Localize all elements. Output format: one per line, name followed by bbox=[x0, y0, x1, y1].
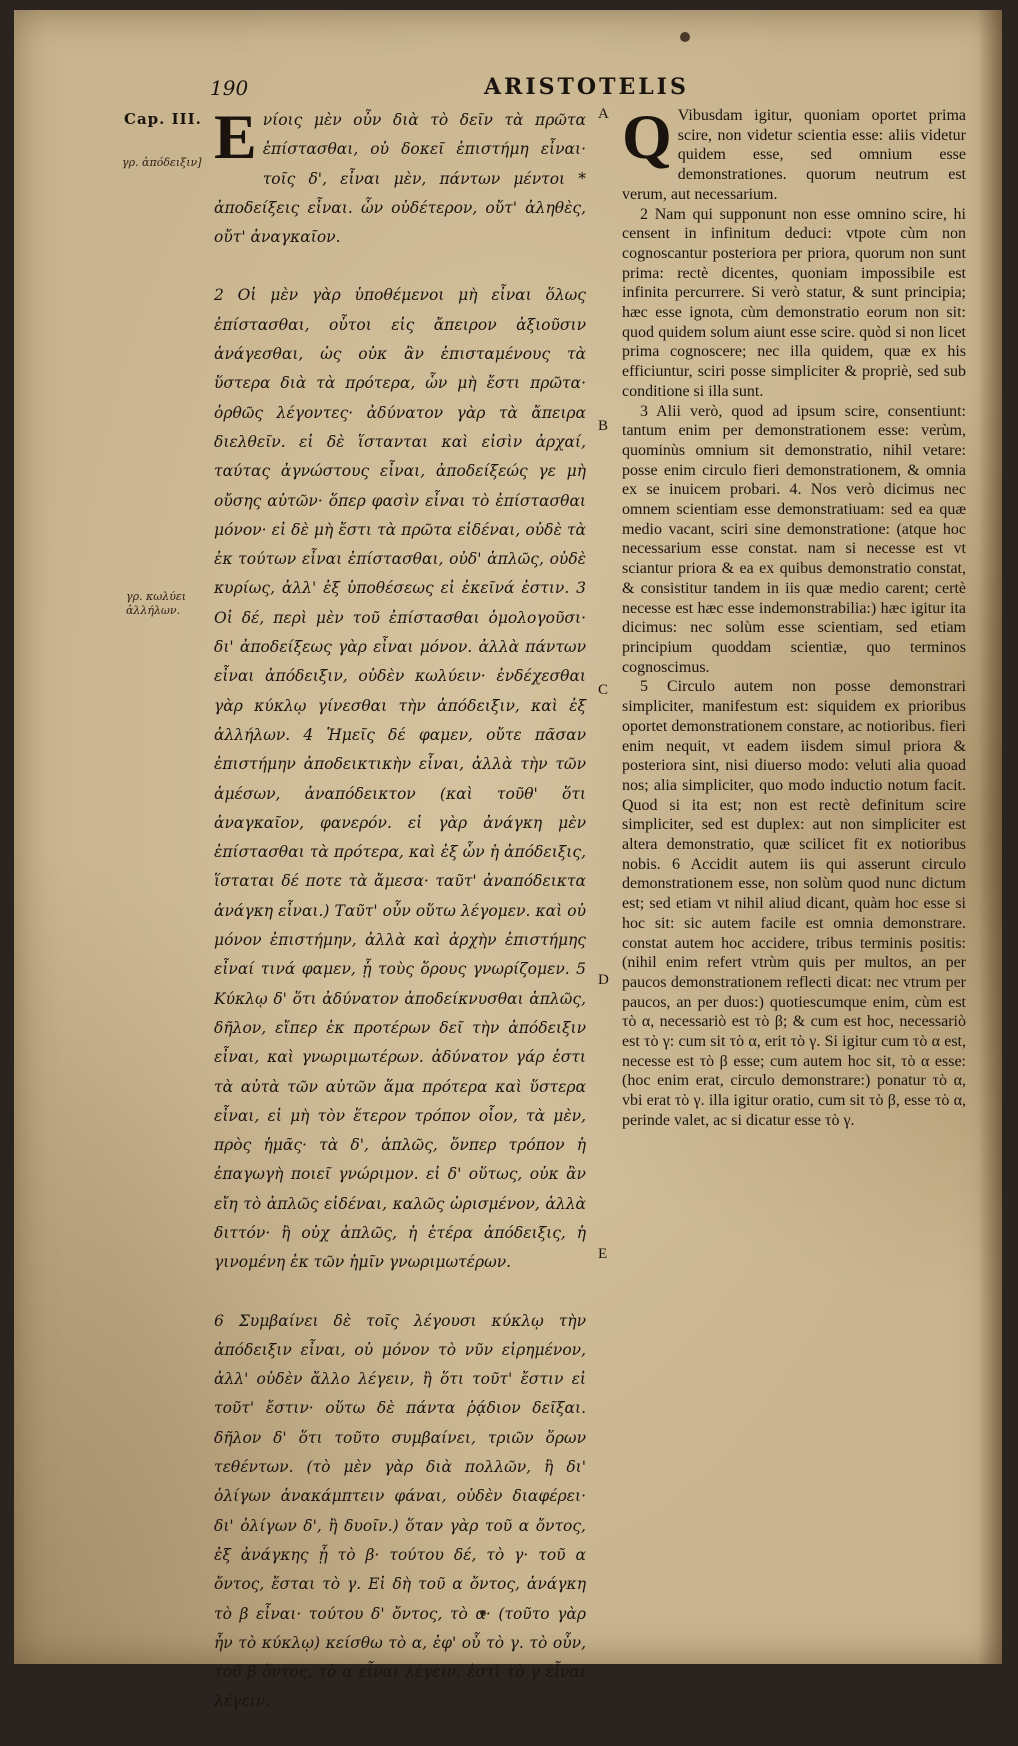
latin-paragraph-1 bbox=[622, 101, 966, 205]
book-page bbox=[14, 10, 1002, 1711]
latin-paragraph-4: 5 Circulo autem non posse demonstrari simpliciter, manifestum est: siquidem ex prioribus oportet demonstrationem constare, ac notioribus. fieri enim nequit, vt eadem iisdem simul priora & posteriora sint, nisi diuerso modo: veluti alia quoad nos; alia simpliciter, quo modo inductio notum facit. Quod si ita est; non est rectè definitum scire simpliciter, sed est duplex: aut non simpliciter est altera demonstratio, quæ scilicet fit ex notioribus nobis. 6 Accidit autem iis qui asserunt circulo demonstrationem esse, non solùm quod nunc dictum est; sed etiam vt nihil aliud dicant, quàm hoc esse si hoc sit: sic autem facile est omnia demonstrare. constat autem hoc accidere, tribus terminis positis: (nihil enim refert vtrùm quis per multos, an per paucos demonstrationem reflecti dicat: nec vtrum per paucos, an per duos:) quotiescumque enim, cùm est τὸ α, necessariò est τὸ β; & cum est hoc, necessariò est τὸ γ: cum sit τὸ α, erit τὸ γ. Si igitur cum τὸ α est, necesse est τὸ β esse; cum autem hoc sit, τὸ α esse: (hoc enim erat, circulo demonstrare:) ponatur τὸ α, vbi erat τὸ γ. illa igitur oratio, cum sit τὸ β, esse τὸ α, perinde valet, ac si dicatur esse τὸ γ. bbox=[622, 678, 966, 1129]
latin-column bbox=[622, 101, 966, 1131]
greek-dropcap: E bbox=[214, 101, 257, 172]
latin-paragraph-2: 2 Nam qui supponunt non esse omnino scire, hi censent in infinitum deduci: vtpote cùm non cognoscantur posteriora per priora, quorum non sunt prima: rectè dicentes, quoniam impossibile est infinita percurrere. Si verò statur, & sunt principia; hæc esse ignota, cùm demonstratio eorum non sit: quod quidem solum aiunt esse scire. quòd si non licet prima cognoscere; nec illa quidem, quæ ex his efficiuntur, sciri posse simpliciter & propriè, sed sub conditione si illa sunt. bbox=[622, 205, 966, 400]
section-letter-e: E bbox=[598, 1246, 608, 1262]
latin-paragraph-1-text: Vibusdam igitur, quoniam oportet prima scire, non videtur scientia esse: aliis videtur quidem esse, sed omnium esse demonstrationes. quorum neutrum est verum, aut necessarium. bbox=[622, 107, 966, 203]
chapter-label: Cap. III. bbox=[124, 110, 202, 128]
page-number: 190 bbox=[210, 76, 249, 100]
greek-column bbox=[214, 101, 586, 1746]
section-letter-b: B bbox=[598, 418, 609, 434]
section-letter-d: D bbox=[598, 972, 609, 988]
running-header bbox=[14, 74, 1002, 108]
margin-note-1: γρ. ἀπόδειξιν] bbox=[122, 156, 202, 169]
section-letter-c: C bbox=[598, 682, 609, 698]
greek-paragraph-3: 6 Συμβαίνει δὲ τοῖς λέγουσι κύκλῳ τὴν ἀπόδειξιν εἶναι, οὐ μόνον τὸ νῦν εἰρημένον, ἀλλ' οὐδὲν ἄλλο λέγειν, ἢ ὅτι τοῦτ' ἔστιν εἰ τοῦτ' ἔστιν· οὕτω δὲ πάντα ῥᾴδιον δεῖξαι. δῆλον δ' ὅτι τοῦτο συμβαίνει, τριῶν ὅρων τεθέντων. (τὸ μὲν γὰρ διὰ πολλῶν, ἢ δι' ὀλίγων ἀνακάμπτειν φάναι, οὐδὲν διαφέρει· δι' ὀλίγων δ', ἢ δυοῖν.) ὅταν γὰρ τοῦ α ὄντος, ἐξ ἀνάγκης ᾖ τὸ β· τούτου δέ, τὸ γ· τοῦ α ὄντος, ἔσται τὸ γ. Εἰ δὴ τοῦ α ὄντος, ἀνάγκη τὸ β εἶναι· τούτου δ' ὄντος, τὸ α· (τοῦτο γὰρ ἦν τὸ κύκλῳ) κείσθω τὸ α, ἐφ' οὗ τὸ γ. τὸ οὖν, τοῦ β ὄντος, τὸ α εἶναι λέγειν, ἐστὶ τὸ γ εἶναι λέγειν. bbox=[214, 1311, 586, 1711]
greek-paragraph-1-text: νίοις μὲν οὖν διὰ τὸ δεῖν τὰ πρῶτα ἐπίστασθαι, οὐ δοκεῖ ἐπιστήμη εἶναι· τοῖς δ', εἶναι μὲν, πάντων μέντοι * ἀποδείξεις εἶναι. ὧν οὐδέτερον, οὔτ' ἀληθὲς, οὔτ' ἀναγκαῖον. bbox=[214, 111, 586, 247]
section-letter-a: A bbox=[598, 106, 609, 122]
latin-dropcap: Q bbox=[622, 101, 672, 172]
greek-paragraph-1 bbox=[214, 101, 586, 252]
paper-hole bbox=[680, 32, 690, 42]
margin-note-2: γρ. κωλύει ἀλλήλων. bbox=[126, 590, 187, 617]
page-edge-shadow bbox=[978, 10, 1002, 1664]
running-title: ARISTOTELIS bbox=[484, 74, 689, 100]
latin-paragraph-3: 3 Alii verò, quod ad ipsum scire, consentiunt: tantum enim per demonstrationem esse: verùm, quominùs omnium sit demonstratio, nihil vetare: posse enim circulo fieri demonstrationem, & omnia ex se inuicem probari. 4. Nos verò dicimus nec omnem scientiam esse demonstratiuam: sed ea quæ medio vacant, sciri sine demonstratione: (atque hoc necessarium esse constat. nam si necesse est vt sciantur priora & ea ex quibus demonstratio constat, & consistitur tandem in iis quæ medio carent; certè necesse est hæc esse indemonstrabilia:) hæc igitur ita dicimus: nec solùm esse scientiam, sed etiam principium quoddam scientiæ, quo terminos cognoscimus. bbox=[622, 402, 966, 676]
greek-paragraph-2: 2 Οἱ μὲν γὰρ ὑποθέμενοι μὴ εἶναι ὅλως ἐπίστασθαι, οὗτοι εἰς ἄπειρον ἀξιοῦσιν ἀνάγεσθαι, ὡς οὐκ ἂν ἐπισταμένους τὰ ὕστερα διὰ τὰ πρότερα, ὧν μὴ ἔστι πρῶτα· ὀρθῶς λέγοντες· ἀδύνατον γὰρ τὰ ἄπειρα διελθεῖν. εἰ δὲ ἵστανται καὶ εἰσὶν ἀρχαί, ταύτας ἀγνώστους εἶναι, ἀποδείξεώς γε μὴ οὔσης αὐτῶν· ὅπερ φασὶν εἶναι τὸ ἐπίστασθαι μόνον· εἰ δὲ μὴ ἔστι τὰ πρῶτα εἰδέναι, οὐδὲ τὰ ἐκ τούτων εἶναι ἐπίστασθαι, οὐδ' ἁπλῶς, οὐδὲ κυρίως, ἀλλ' ἐξ ὑποθέσεως εἰ ἐκεῖνά ἐστιν. 3 Οἱ δέ, περὶ μὲν τοῦ ἐπίστασθαι ὁμολογοῦσι· δι' ἀποδείξεως γὰρ εἶναι μόνον. ἀλλὰ πάντων εἶναι ἀπόδειξιν, οὐδὲν κωλύειν· ἐνδέχεσθαι γὰρ κύκλῳ γίνεσθαι τὴν ἀπόδειξιν, καὶ ἐξ ἀλλήλων. 4 Ἡμεῖς δέ φαμεν, οὔτε πᾶσαν ἐπιστήμην ἀποδεικτικὴν εἶναι, ἀλλὰ τὴν τῶν ἀμέσων, ἀναπόδεικτον (καὶ τοῦθ' ὅτι ἀναγκαῖον, φανερόν. εἰ γὰρ ἀνάγκη μὲν ἐπίστασθαι τὰ πρότερα, καὶ ἐξ ὧν ἡ ἀπόδειξις, ἵσταται δέ ποτε τὰ ἄμεσα· ταῦτ' ἀναπόδεικτα ἀνάγκη εἶναι.) Ταῦτ' οὖν οὕτω λέγομεν. καὶ οὐ μόνον ἐπιστήμην, ἀλλὰ καὶ ἀρχὴν ἐπιστήμης εἶναί τινά φαμεν, ᾗ τοὺς ὅρους γνωρίζομεν. 5 Κύκλῳ δ' ὅτι ἀδύνατον ἀποδείκνυσθαι ἁπλῶς, δῆλον, εἴπερ ἐκ προτέρων δεῖ τὴν ἀπόδειξιν εἶναι, καὶ γνωριμωτέρων. ἀδύνατον γάρ ἐστι τὰ αὐτὰ τῶν αὐτῶν ἅμα πρότερα καὶ ὕστερα εἶναι, εἰ μὴ τὸν ἕτερον τρόπον οἷον, τὰ μὲν, πρὸς ἡμᾶς· τὰ δ', ἁπλῶς, ὅνπερ τρόπον ἡ ἐπαγωγὴ ποιεῖ γνώριμον. εἰ δ' οὕτως, οὐκ ἂν εἴη τὸ ἁπλῶς εἰδέναι, καλῶς ὡρισμένον, ἀλλὰ διττόν· ἢ οὐχ ἁπλῶς, ἡ ἑτέρα ἀπόδειξις, ἡ γινομένη ἐκ τῶν ἡμῖν γνωριμωτέρων. bbox=[214, 286, 586, 1272]
